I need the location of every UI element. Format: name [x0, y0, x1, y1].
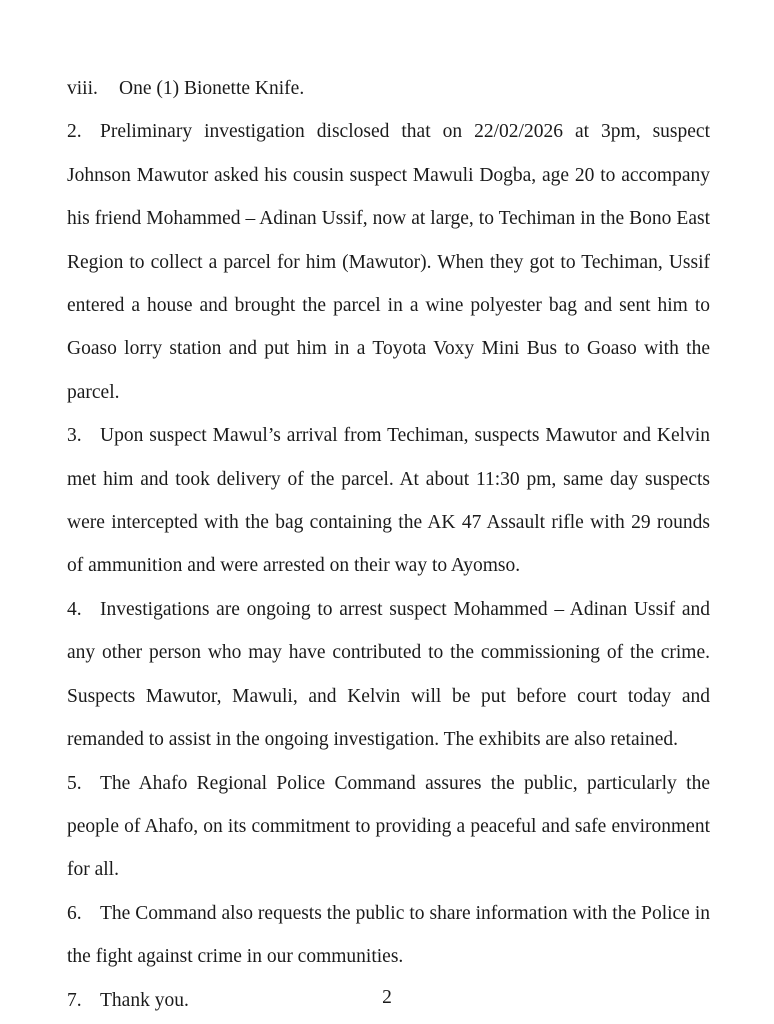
paragraph-3 [67, 414, 710, 588]
paragraph-number: 4. [67, 598, 82, 620]
paragraph-6 [67, 892, 710, 979]
paragraph-text: The Ahafo Regional Police Command assures the public, particularly the people of Ahafo, on its commitment to providing a peaceful and safe environment for all. [67, 772, 710, 881]
paragraph-number: 7. [67, 989, 82, 1011]
paragraph-number: 6. [67, 902, 82, 924]
paragraph-text: Preliminary investigation disclosed that on 22/02/2026 at 3pm, suspect Johnson Mawutor asked his cousin suspect Mawuli Dogba, age 20 to accompany his friend Mohammed – Adinan Ussif, now at large, to Techiman in the Bono East Region to collect a parcel for him (Mawutor). When they got to Techiman, Ussif entered a house and brought the parcel in a wine polyester bag and sent him to Goaso lorry station and put him in a Toyota Voxy Mini Bus to Goaso with the parcel. [67, 121, 710, 403]
page-number: 2 [382, 987, 392, 1008]
paragraph-text: Upon suspect Mawul’s arrival from Techiman, suspects Mawutor and Kelvin met him and took delivery of the parcel. At about 11:30 pm, same day suspects were intercepted with the bag containing the AK 47 Assault rifle with 29 rounds of ammunition and were arrested on their way to Ayomso. [67, 425, 710, 577]
paragraph-number: 2. [67, 121, 82, 143]
list-item-text: One (1) Bionette Knife. [119, 78, 305, 99]
paragraph-text: Investigations are ongoing to arrest suspect Mohammed – Adinan Ussif and any other person who may have contributed to the commissioning of the crime. Suspects Mawutor, Mawuli, and Kelvin will be put before court today and remanded to assist in the ongoing investigation. The exhibits are also retained. [67, 598, 710, 751]
paragraph-2 [67, 110, 710, 414]
paragraph-text: Thank you. [100, 989, 189, 1011]
list-item-viii [67, 67, 710, 110]
paragraph-text: The Command also requests the public to share information with the Police in the fight against crime in our communities. [67, 902, 710, 968]
paragraph-5 [67, 762, 710, 892]
paragraph-4 [67, 588, 710, 762]
paragraph-number: 5. [67, 772, 82, 794]
paragraph-number: 3. [67, 425, 82, 447]
list-item-marker: viii. [67, 78, 98, 99]
